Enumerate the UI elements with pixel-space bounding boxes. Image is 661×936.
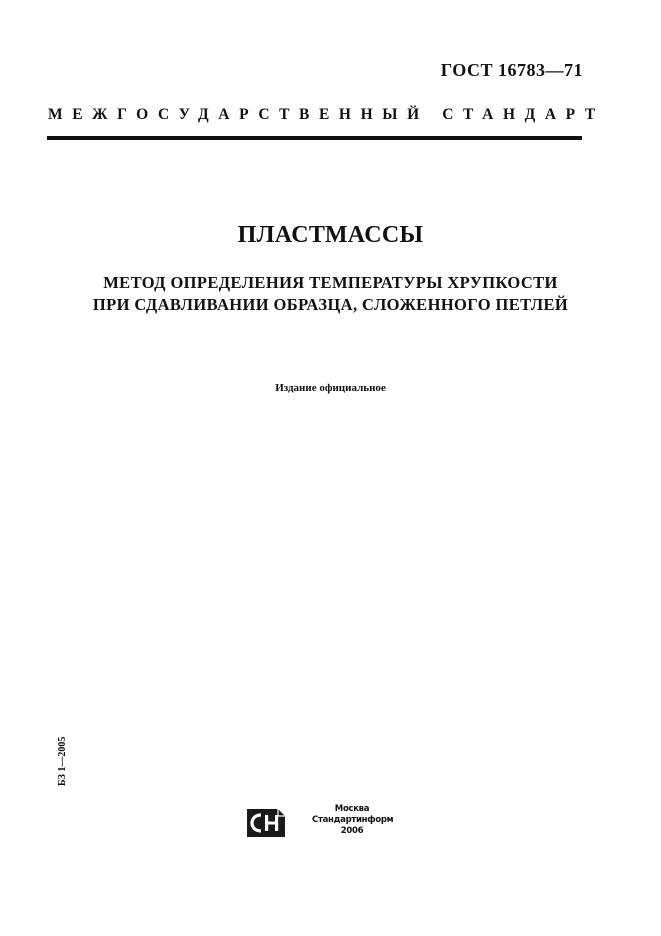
header-divider bbox=[47, 136, 582, 140]
document-subtitle bbox=[0, 272, 661, 316]
document-title: ПЛАСТМАССЫ bbox=[237, 222, 424, 248]
gost-number: ГОСТ 16783—71 bbox=[440, 60, 583, 80]
subtitle-line-1: МЕТОД ОПРЕДЕЛЕНИЯ ТЕМПЕРАТУРЫ ХРУПКОСТИ bbox=[103, 273, 558, 292]
publisher-city: Москва bbox=[334, 804, 370, 814]
standard-type-heading: МЕЖГОСУДАРСТВЕННЫЙ СТАНДАРТ bbox=[48, 106, 605, 123]
subtitle-line-2: ПРИ СДАВЛИВАНИИ ОБРАЗЦА, СЛОЖЕННОГО ПЕТЛЕЙ bbox=[92, 295, 569, 314]
edition-note: Издание официальное bbox=[275, 382, 386, 394]
publication-year: 2006 bbox=[340, 826, 364, 836]
publisher-name: Стандартинформ bbox=[312, 815, 394, 825]
publisher-block bbox=[312, 804, 392, 837]
catalog-side-code: БЗ 1—2005 bbox=[57, 736, 68, 786]
standartinform-logo-icon bbox=[245, 806, 287, 840]
